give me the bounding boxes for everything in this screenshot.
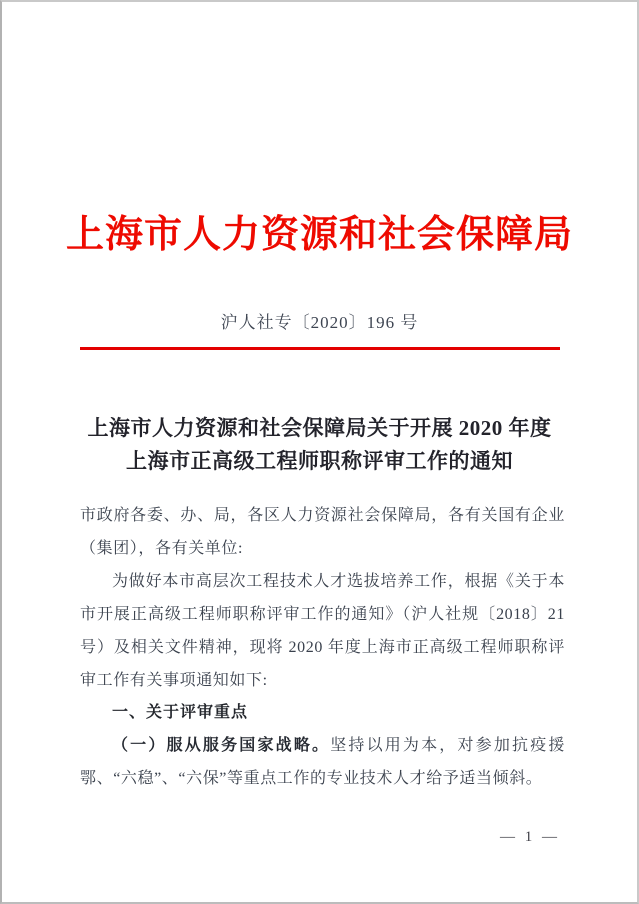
item1-lead: （一）服从服务国家战略。 (112, 737, 331, 755)
item1-paragraph (80, 730, 565, 796)
doc-number: 沪人社专〔2020〕196 号 (220, 313, 419, 332)
intro-paragraph: 为做好本市高层次工程技术人才选拔培养工作，根据《关于本市开展正高级工程师职称评审工作的通知》（沪人社规〔2018〕21 号）及相关文件精神，现将 2020 年度上海市正高级工程师职称评审工作有关事项通知如下: (80, 572, 565, 689)
section1-heading: 一、关于评审重点 (112, 704, 249, 722)
red-separator-line (80, 347, 560, 350)
page-number: — 1 — (500, 829, 560, 845)
salutation-paragraph: 市政府各委、办、局，各区人力资源社会保障局，各有关国有企业（集团），各有关单位: (80, 507, 565, 557)
agency-header: 上海市人力资源和社会保障局 (65, 214, 573, 256)
document-body (80, 500, 565, 796)
document-title (42, 412, 597, 478)
item1-text: 坚持以用为本，对参加抗疫援鄂、“六稳”、“六保”等重点工作的专业技术人才给予适当倾斜。 (80, 737, 565, 788)
document-title-line2: 上海市正高级工程师职称评审工作的通知 (126, 449, 513, 473)
document-title-line1: 上海市人力资源和社会保障局关于开展 2020 年度 (87, 416, 552, 440)
